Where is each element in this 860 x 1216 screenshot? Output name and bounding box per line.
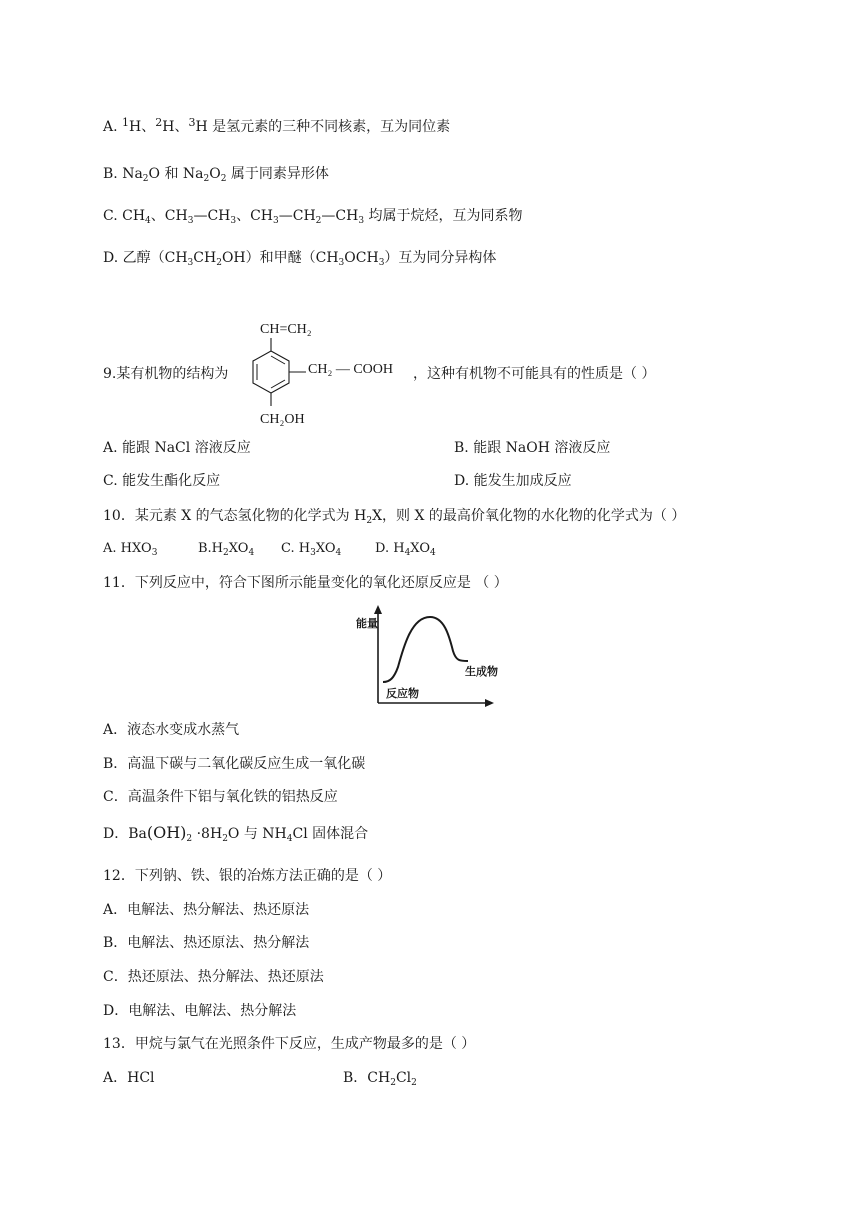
q8-option-a: A. $^1$H、$^2$H、$^3$H 是氢元素的三种不同核素，互为同位素 (103, 116, 451, 135)
graph-reactant-label: 反应物 (386, 687, 419, 700)
benzene-ring (253, 351, 289, 393)
q12-option-b: B．电解法、热还原法、热分解法 (103, 935, 310, 951)
q8-option-d: D. 乙醇$(CH_3CH_2OH)$和甲醚$(CH_3OCH_3)$互为同分异构体 (103, 250, 497, 268)
y-axis-arrow (374, 605, 382, 614)
q8-option-c: C. $CH_4$、$CH_3—CH_3$、$CH_3—CH_2—CH_3$ 均属于烷烃，互为同系物 (103, 208, 523, 226)
q11-option-d: D．$Ba(OH)_2 \cdot 8H_2O$ 与 $NH_4Cl$ 固体混合 (103, 823, 369, 844)
structure-side-group: CH₂ — COOH (308, 362, 393, 377)
energy-diagram (354, 603, 504, 713)
q10-option-c: C. $H_3XO_4$ (281, 541, 342, 558)
q10-stem: 10．某元素 X 的气态氢化物的化学式为 $H_2X$，则 X 的最高价氧化物的水化物的化学式为（ ） (103, 508, 686, 526)
structure-bottom-group: CH₂OH (260, 412, 305, 427)
q13-stem: 13．甲烷与氯气在光照条件下反应，生成产物最多的是（ ） (103, 1036, 476, 1052)
q9-option-b: B. 能跟 NaOH 溶液反应 (454, 440, 611, 456)
q10-option-b: $B.H_2XO_4$ (198, 541, 255, 558)
graph-ylabel: 能量 (356, 617, 378, 630)
q9-option-c: C. 能发生酯化反应 (103, 473, 221, 489)
q12-stem: 12．下列钠、铁、银的冶炼方法正确的是（ ） (103, 868, 392, 884)
energy-curve (383, 617, 468, 682)
q11-option-a: A．液态水变成水蒸气 (103, 722, 240, 738)
q12-option-c: C．热还原法、热分解法、热还原法 (103, 969, 324, 985)
q11-option-b: B．高温下碳与二氧化碳反应生成一氧化碳 (103, 756, 366, 772)
q9-structure-diagram (238, 314, 413, 430)
q12-option-a: A．电解法、热分解法、热还原法 (103, 902, 310, 918)
q10-option-a: A. $HXO_3$ (103, 541, 158, 558)
x-axis-arrow (485, 699, 494, 707)
q13-option-b: B．$CH_2Cl_2$ (343, 1070, 417, 1088)
q9-option-a: A. 能跟 NaCl 溶液反应 (103, 440, 251, 456)
graph-product-label: 生成物 (465, 665, 498, 678)
q13-option-a: A．HCl (103, 1070, 155, 1086)
q11-stem: 11．下列反应中，符合下图所示能量变化的氧化还原反应是 （ ） (103, 575, 508, 591)
q9-stem-prefix: 9.某有机物的结构为 (103, 366, 229, 382)
q9-option-d: D. 能发生加成反应 (454, 473, 572, 489)
q10-option-d: D. $H_4XO_4$ (375, 541, 436, 558)
q12-option-d: D．电解法、电解法、热分解法 (103, 1003, 297, 1019)
structure-top-group: CH=CH₂ (260, 322, 312, 337)
q9-stem-suffix: ，这种有机物不可能具有的性质是（ ） (413, 366, 656, 382)
q8-option-b: B. $Na_2O$ 和 $Na_2O_2$ 属于同素异形体 (103, 166, 329, 184)
q11-option-c: C．高温条件下铝与氧化铁的铝热反应 (103, 789, 338, 805)
